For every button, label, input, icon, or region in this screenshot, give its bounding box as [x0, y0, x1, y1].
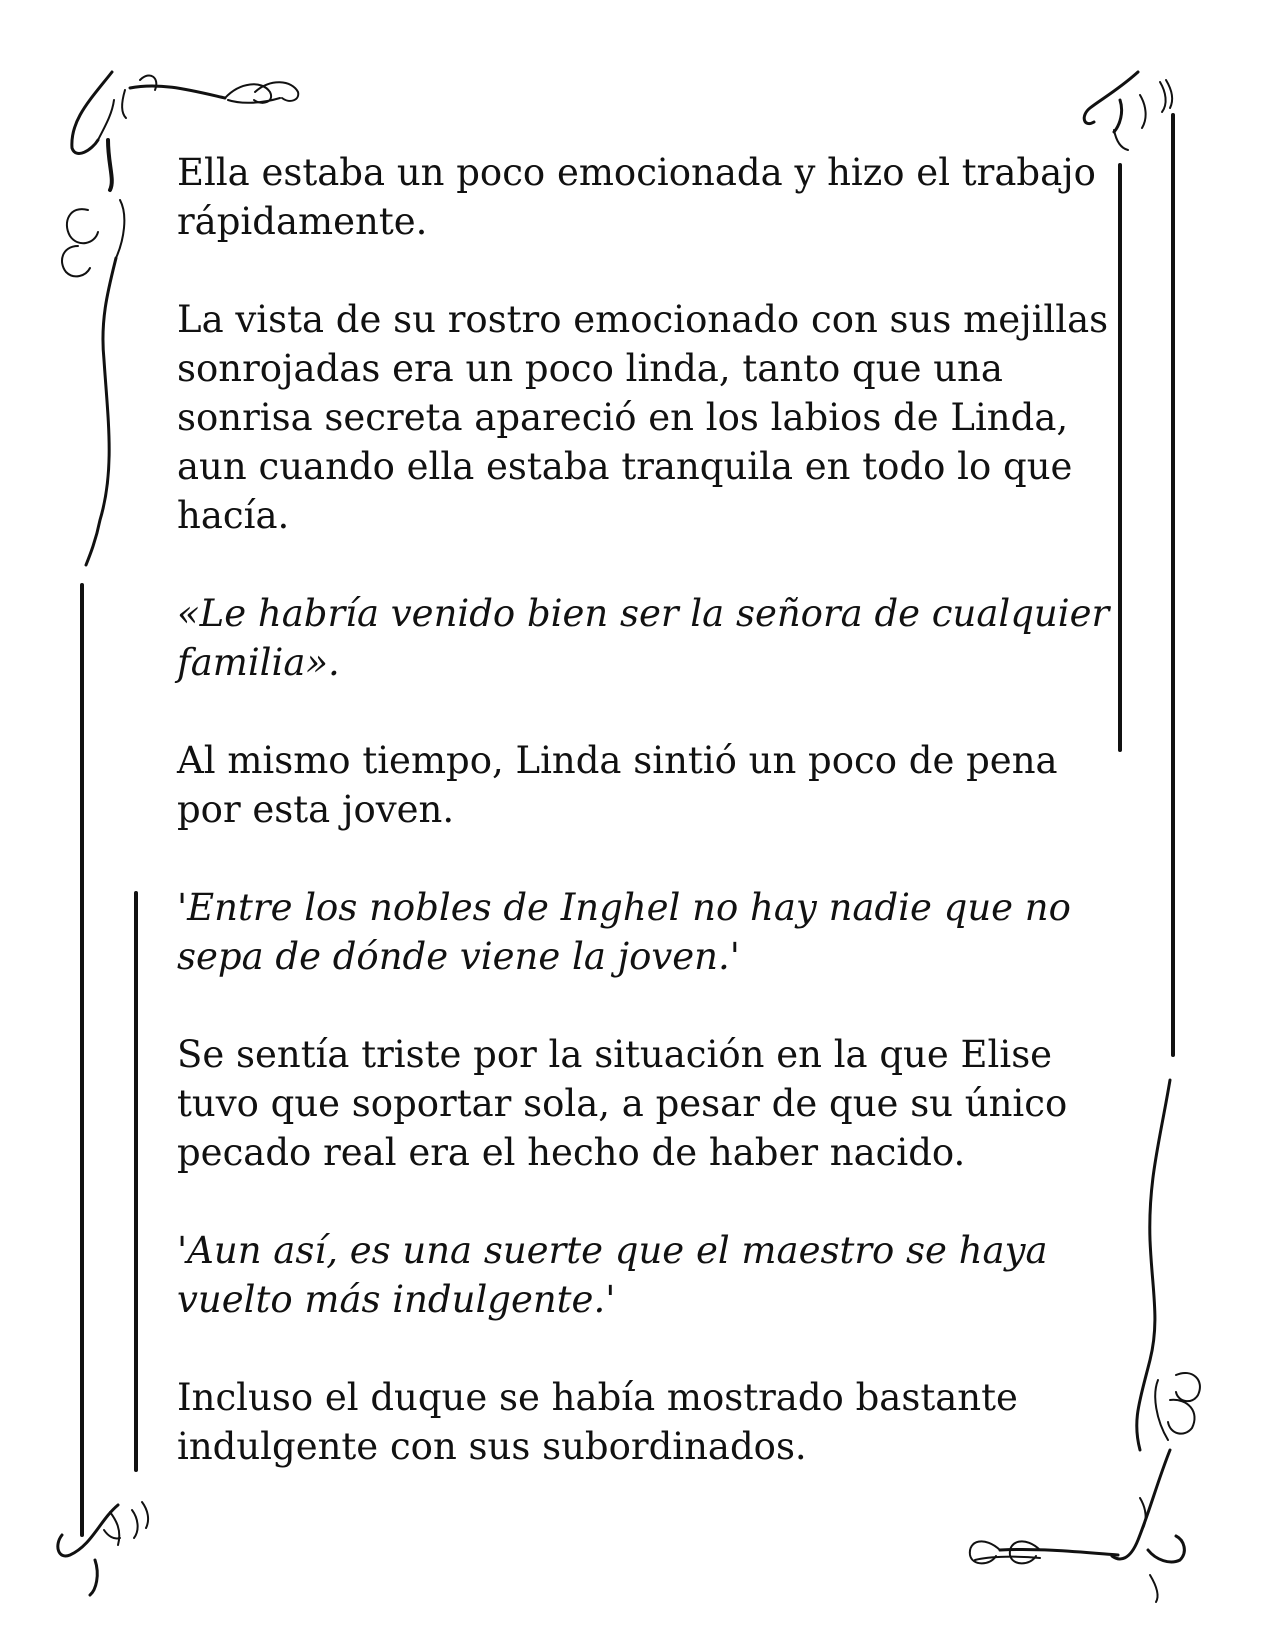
paragraph-2: La vista de su rostro emocionado con sus mejillas sonrojadas era un poco linda, tanto que una sonrisa secreta apareció en los labios de Linda, aun cuando ella estaba tranquila en todo lo que hacía.	[177, 298, 1109, 537]
paragraph-1: Ella estaba un poco emocionada y hizo el trabajo rápidamente.	[177, 151, 1096, 243]
paragraph-5-italic-thought: 'Entre los nobles de Inghel no hay nadie que no sepa de dónde viene la joven.'	[177, 886, 1071, 978]
paragraph-7-italic-thought: 'Aun así, es una suerte que el maestro se haya vuelto más indulgente.'	[177, 1229, 1048, 1321]
paragraph-6: Se sentía triste por la situación en la que Elise tuvo que soportar sola, a pesar de que su único pecado real era el hecho de haber nacido.	[177, 1033, 1068, 1174]
paragraph-3-italic-quote: «Le habría venido bien ser la señora de cualquier familia».	[177, 592, 1110, 684]
flourish-bottom-left-icon	[58, 1502, 148, 1595]
body-text	[177, 148, 1117, 1471]
flourish-top-right-icon	[1084, 72, 1172, 150]
paragraph-4: Al mismo tiempo, Linda sintió un poco de pena por esta joven.	[177, 739, 1058, 831]
paragraph-8: Incluso el duque se había mostrado bastante indulgente con sus subordinados.	[177, 1376, 1018, 1468]
